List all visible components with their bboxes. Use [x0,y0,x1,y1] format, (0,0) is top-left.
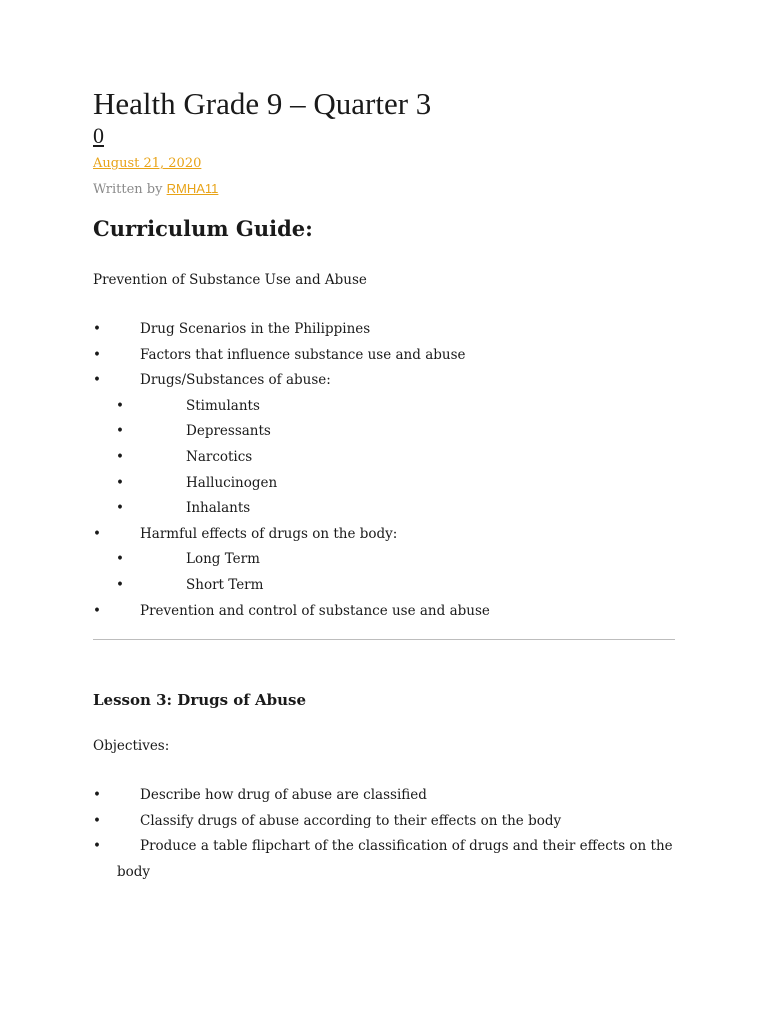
list-item-text: Factors that influence substance use and abuse [140,346,466,363]
list-item-text: Depressants [186,423,271,440]
objective-item [93,783,675,809]
curriculum-guide-heading: Curriculum Guide: [93,216,313,241]
bullet-icon: • [93,525,101,542]
list-item [93,547,675,573]
bullet-icon: • [93,812,101,829]
list-item [93,599,675,625]
list-item-text: Hallucinogen [186,474,278,491]
byline [93,181,218,197]
objective-text: Produce a table flipchart of the classification of drugs and their effects on the body [117,838,673,880]
comments-count-link[interactable]: 0 [93,123,104,148]
list-item [93,445,675,471]
list-item [93,343,675,369]
bullet-icon: • [93,602,101,619]
bullet-icon: • [116,448,124,465]
list-item-text: Drugs/Substances of abuse: [140,372,331,389]
list-item [93,368,675,394]
list-item [93,419,675,445]
bullet-icon: • [93,321,101,337]
list-item [93,573,675,599]
bullet-icon: • [93,787,101,803]
divider [93,639,675,640]
bullet-icon: • [93,838,101,855]
bullet-icon: • [116,576,124,593]
list-item-text: Short Term [186,576,264,593]
curriculum-list [93,317,675,624]
list-item-text: Drug Scenarios in the Philippines [140,321,371,337]
bullet-icon: • [116,551,124,568]
list-item [93,522,675,548]
bullet-icon: • [116,397,124,414]
bullet-icon: • [116,474,124,491]
objective-text: Classify drugs of abuse according to their effects on the body [140,812,562,829]
objectives-list [93,783,675,885]
list-item-text: Inhalants [186,500,251,517]
list-item-text: Prevention and control of substance use and abuse [140,602,490,619]
list-item [93,471,675,497]
list-item-text: Long Term [186,551,260,568]
list-item-text: Stimulants [186,397,260,414]
objective-item [93,809,675,835]
list-item [93,317,675,343]
list-item [93,496,675,522]
bullet-icon: • [116,423,124,440]
list-item-text: Harmful effects of drugs on the body: [140,525,398,542]
bullet-icon: • [93,372,101,389]
bullet-icon: • [93,346,101,363]
list-item-text: Narcotics [186,448,253,465]
list-item [93,394,675,420]
post-date-link[interactable]: August 21, 2020 [93,156,202,171]
objectives-label: Objectives: [93,738,170,754]
curriculum-intro: Prevention of Substance Use and Abuse [93,272,367,288]
objective-text: Describe how drug of abuse are classified [140,787,427,803]
lesson-heading: Lesson 3: Drugs of Abuse [93,691,306,709]
bullet-icon: • [116,500,124,517]
objective-item [93,834,675,885]
page-title: Health Grade 9 – Quarter 3 [93,86,432,121]
written-by-label: Written by [93,182,163,197]
author-link[interactable]: RMHA11 [166,181,219,196]
